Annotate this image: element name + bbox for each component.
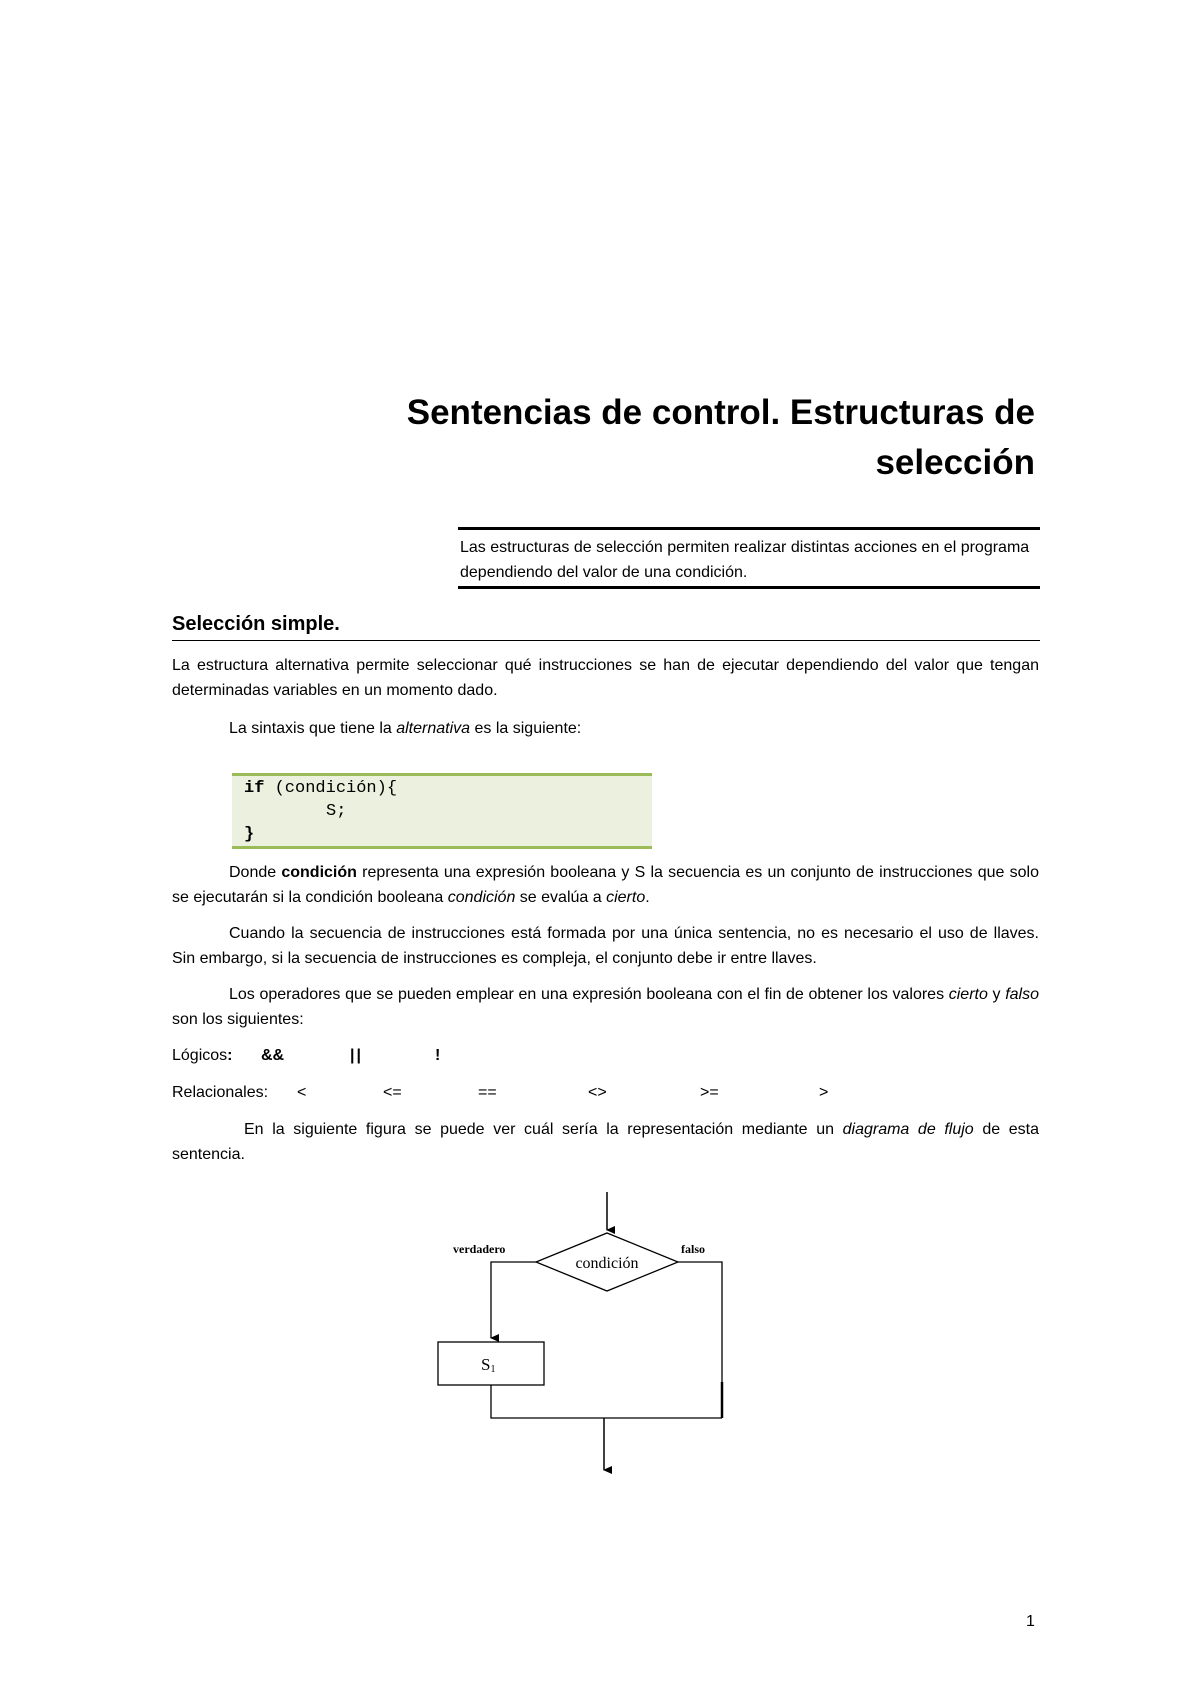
- operator-gt: >: [819, 1084, 829, 1101]
- relational-operators-row: [172, 1080, 872, 1105]
- logical-operators-row: [172, 1043, 572, 1068]
- paragraph-llaves: Cuando la secuencia de instrucciones está formada por una única sentencia, no es necesario el uso de llaves. Sin embargo, si la secuencia de instrucciones es compleja, el conjunto debe ir entre llaves.: [172, 925, 1039, 967]
- false-branch-line: [678, 1262, 722, 1418]
- flowchart-diagram: [430, 1190, 750, 1480]
- paragraph-figura: En la siguiente figura se puede ver cuál sería la representación mediante un diagrama de flujo de esta sentencia.: [172, 1121, 1039, 1163]
- page-number: 1: [1026, 1613, 1035, 1630]
- code-line-3: }: [244, 825, 255, 844]
- code-block: [232, 773, 652, 849]
- operator-not: !: [435, 1047, 441, 1064]
- false-branch-label: falso: [681, 1242, 705, 1256]
- page-title: [335, 388, 1035, 488]
- operator-ne: <>: [588, 1084, 607, 1101]
- operator-and: &&: [261, 1047, 285, 1064]
- title-line-2: selección: [875, 443, 1035, 482]
- code-line-1: if (condición){: [244, 779, 398, 798]
- logicos-label: Lógicos:: [172, 1047, 233, 1064]
- true-branch-line: [491, 1262, 536, 1338]
- paragraph-condicion: Donde condición representa una expresión booleana y S la secuencia es un conjunto de instrucciones que solo se ejecutarán si la condición booleana condición se evalúa a cierto.: [172, 864, 1039, 906]
- operator-le: <=: [383, 1084, 402, 1101]
- abstract-box: Las estructuras de selección permiten realizar distintas acciones en el programa dependiendo del valor de una condición.: [458, 527, 1040, 589]
- title-line-1: Sentencias de control. Estructuras de: [406, 393, 1035, 432]
- condition-label: condición: [575, 1255, 639, 1272]
- section-heading: Selección simple.: [172, 610, 1040, 641]
- emphasis-alternativa: alternativa: [396, 720, 471, 737]
- paragraph-operadores: Los operadores que se pueden emplear en una expresión booleana con el fin de obtener los valores cierto y falso son los siguientes:: [172, 986, 1039, 1028]
- operator-ge: >=: [700, 1084, 719, 1101]
- operator-or: ||: [350, 1047, 363, 1064]
- operator-eq: ==: [478, 1084, 497, 1101]
- statement-label: S1: [481, 1355, 496, 1375]
- paragraph-intro: La estructura alternativa permite seleccionar qué instrucciones se han de ejecutar dependiendo del valor que tengan determinadas variables en un momento dado.: [172, 657, 1039, 699]
- merge-line: [491, 1385, 722, 1418]
- operator-lt: <: [297, 1084, 307, 1101]
- code-line-2: S;: [326, 802, 347, 821]
- relacionales-label: Relacionales:: [172, 1084, 269, 1101]
- paragraph-syntax-intro: La sintaxis que tiene la alternativa es la siguiente:: [229, 720, 582, 737]
- strong-condicion: condición: [281, 864, 357, 881]
- true-branch-label: verdadero: [453, 1242, 506, 1256]
